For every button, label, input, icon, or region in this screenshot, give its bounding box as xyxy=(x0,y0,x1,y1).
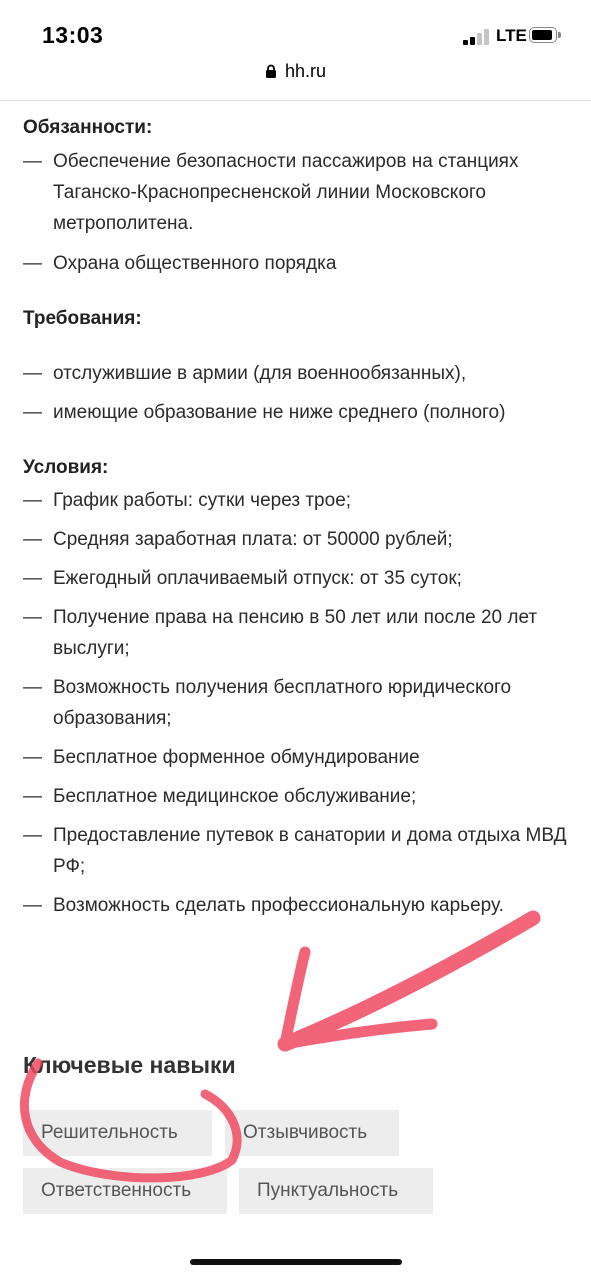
list-dash: — xyxy=(23,490,42,511)
status-time: 13:03 xyxy=(42,22,104,48)
list-dash: — xyxy=(23,677,42,698)
key-skills-title: Ключевые навыки xyxy=(23,1052,236,1078)
arrow-head-upper xyxy=(285,952,305,1044)
network-type: LTE xyxy=(496,26,527,45)
list-item-text: Охрана общественного порядка xyxy=(53,253,337,274)
signal-strength-icon xyxy=(463,29,493,45)
requirements-list xyxy=(23,358,568,428)
list-dash: — xyxy=(23,825,42,846)
list-item-text: Бесплатное медицинское обслуживание; xyxy=(53,786,417,807)
list-dash: — xyxy=(23,568,42,589)
section-conditions xyxy=(23,452,568,921)
home-indicator[interactable] xyxy=(190,1259,402,1265)
list-item xyxy=(23,146,568,239)
list-item xyxy=(23,563,568,594)
list-item xyxy=(23,820,568,882)
section-title-duties: Обязанности: xyxy=(23,117,153,138)
list-item-text: Бесплатное форменное обмундирование xyxy=(53,747,420,768)
list-dash: — xyxy=(23,363,42,384)
list-item xyxy=(23,890,568,921)
section-requirements xyxy=(23,303,568,428)
battery-icon xyxy=(529,27,561,45)
list-dash: — xyxy=(23,253,42,274)
address-bar[interactable] xyxy=(0,61,591,82)
skill-tag[interactable]: Отзывчивость xyxy=(225,1110,399,1156)
list-dash: — xyxy=(23,402,42,423)
section-title-conditions: Условия: xyxy=(23,457,109,478)
skill-tag[interactable]: Решительность xyxy=(23,1110,212,1156)
list-item-text: Средняя заработная плата: от 50000 рублей; xyxy=(53,529,453,550)
list-item xyxy=(23,485,568,516)
section-title-requirements: Требования: xyxy=(23,308,142,329)
list-dash: — xyxy=(23,151,42,172)
list-item xyxy=(23,742,568,773)
list-dash: — xyxy=(23,895,42,916)
vacancy-description xyxy=(23,112,568,921)
list-dash: — xyxy=(23,607,42,628)
section-duties xyxy=(23,112,568,279)
list-dash: — xyxy=(23,786,42,807)
duties-list xyxy=(23,146,568,279)
list-item xyxy=(23,397,568,428)
list-item xyxy=(23,672,568,734)
list-item xyxy=(23,248,568,279)
list-dash: — xyxy=(23,529,42,550)
list-item xyxy=(23,358,568,389)
arrow-shaft xyxy=(285,918,533,1044)
list-item xyxy=(23,602,568,664)
skill-tag[interactable]: Пунктуальность xyxy=(239,1168,433,1214)
list-item-text: Обеспечение безопасности пассажиров на станциях Таганско-Краснопресненской линии Московского метрополитена. xyxy=(53,151,519,234)
list-item-text: Получение права на пенсию в 50 лет или после 20 лет выслуги; xyxy=(53,607,538,659)
arrow-head-lower xyxy=(285,1024,432,1044)
list-item-text: Ежегодный оплачиваемый отпуск: от 35 суток; xyxy=(53,568,462,589)
conditions-list xyxy=(23,485,568,921)
list-item-text: Возможность сделать профессиональную карьеру. xyxy=(53,895,504,916)
list-item-text: Предоставление путевок в санатории и дома отдыха МВД РФ; xyxy=(53,825,567,877)
list-dash: — xyxy=(23,747,42,768)
lock-icon xyxy=(265,64,277,79)
address-url: hh.ru xyxy=(284,61,327,81)
list-item-text: отслужившие в армии (для военнообязанных), xyxy=(53,363,467,384)
status-bar xyxy=(0,0,591,101)
list-item xyxy=(23,524,568,555)
list-item-text: Возможность получения бесплатного юридического образования; xyxy=(53,677,512,729)
list-item-text: График работы: сутки через трое; xyxy=(53,490,352,511)
list-item xyxy=(23,781,568,812)
skill-tag[interactable]: Ответственность xyxy=(23,1168,227,1214)
list-item-text: имеющие образование не ниже среднего (полного) xyxy=(53,402,506,423)
